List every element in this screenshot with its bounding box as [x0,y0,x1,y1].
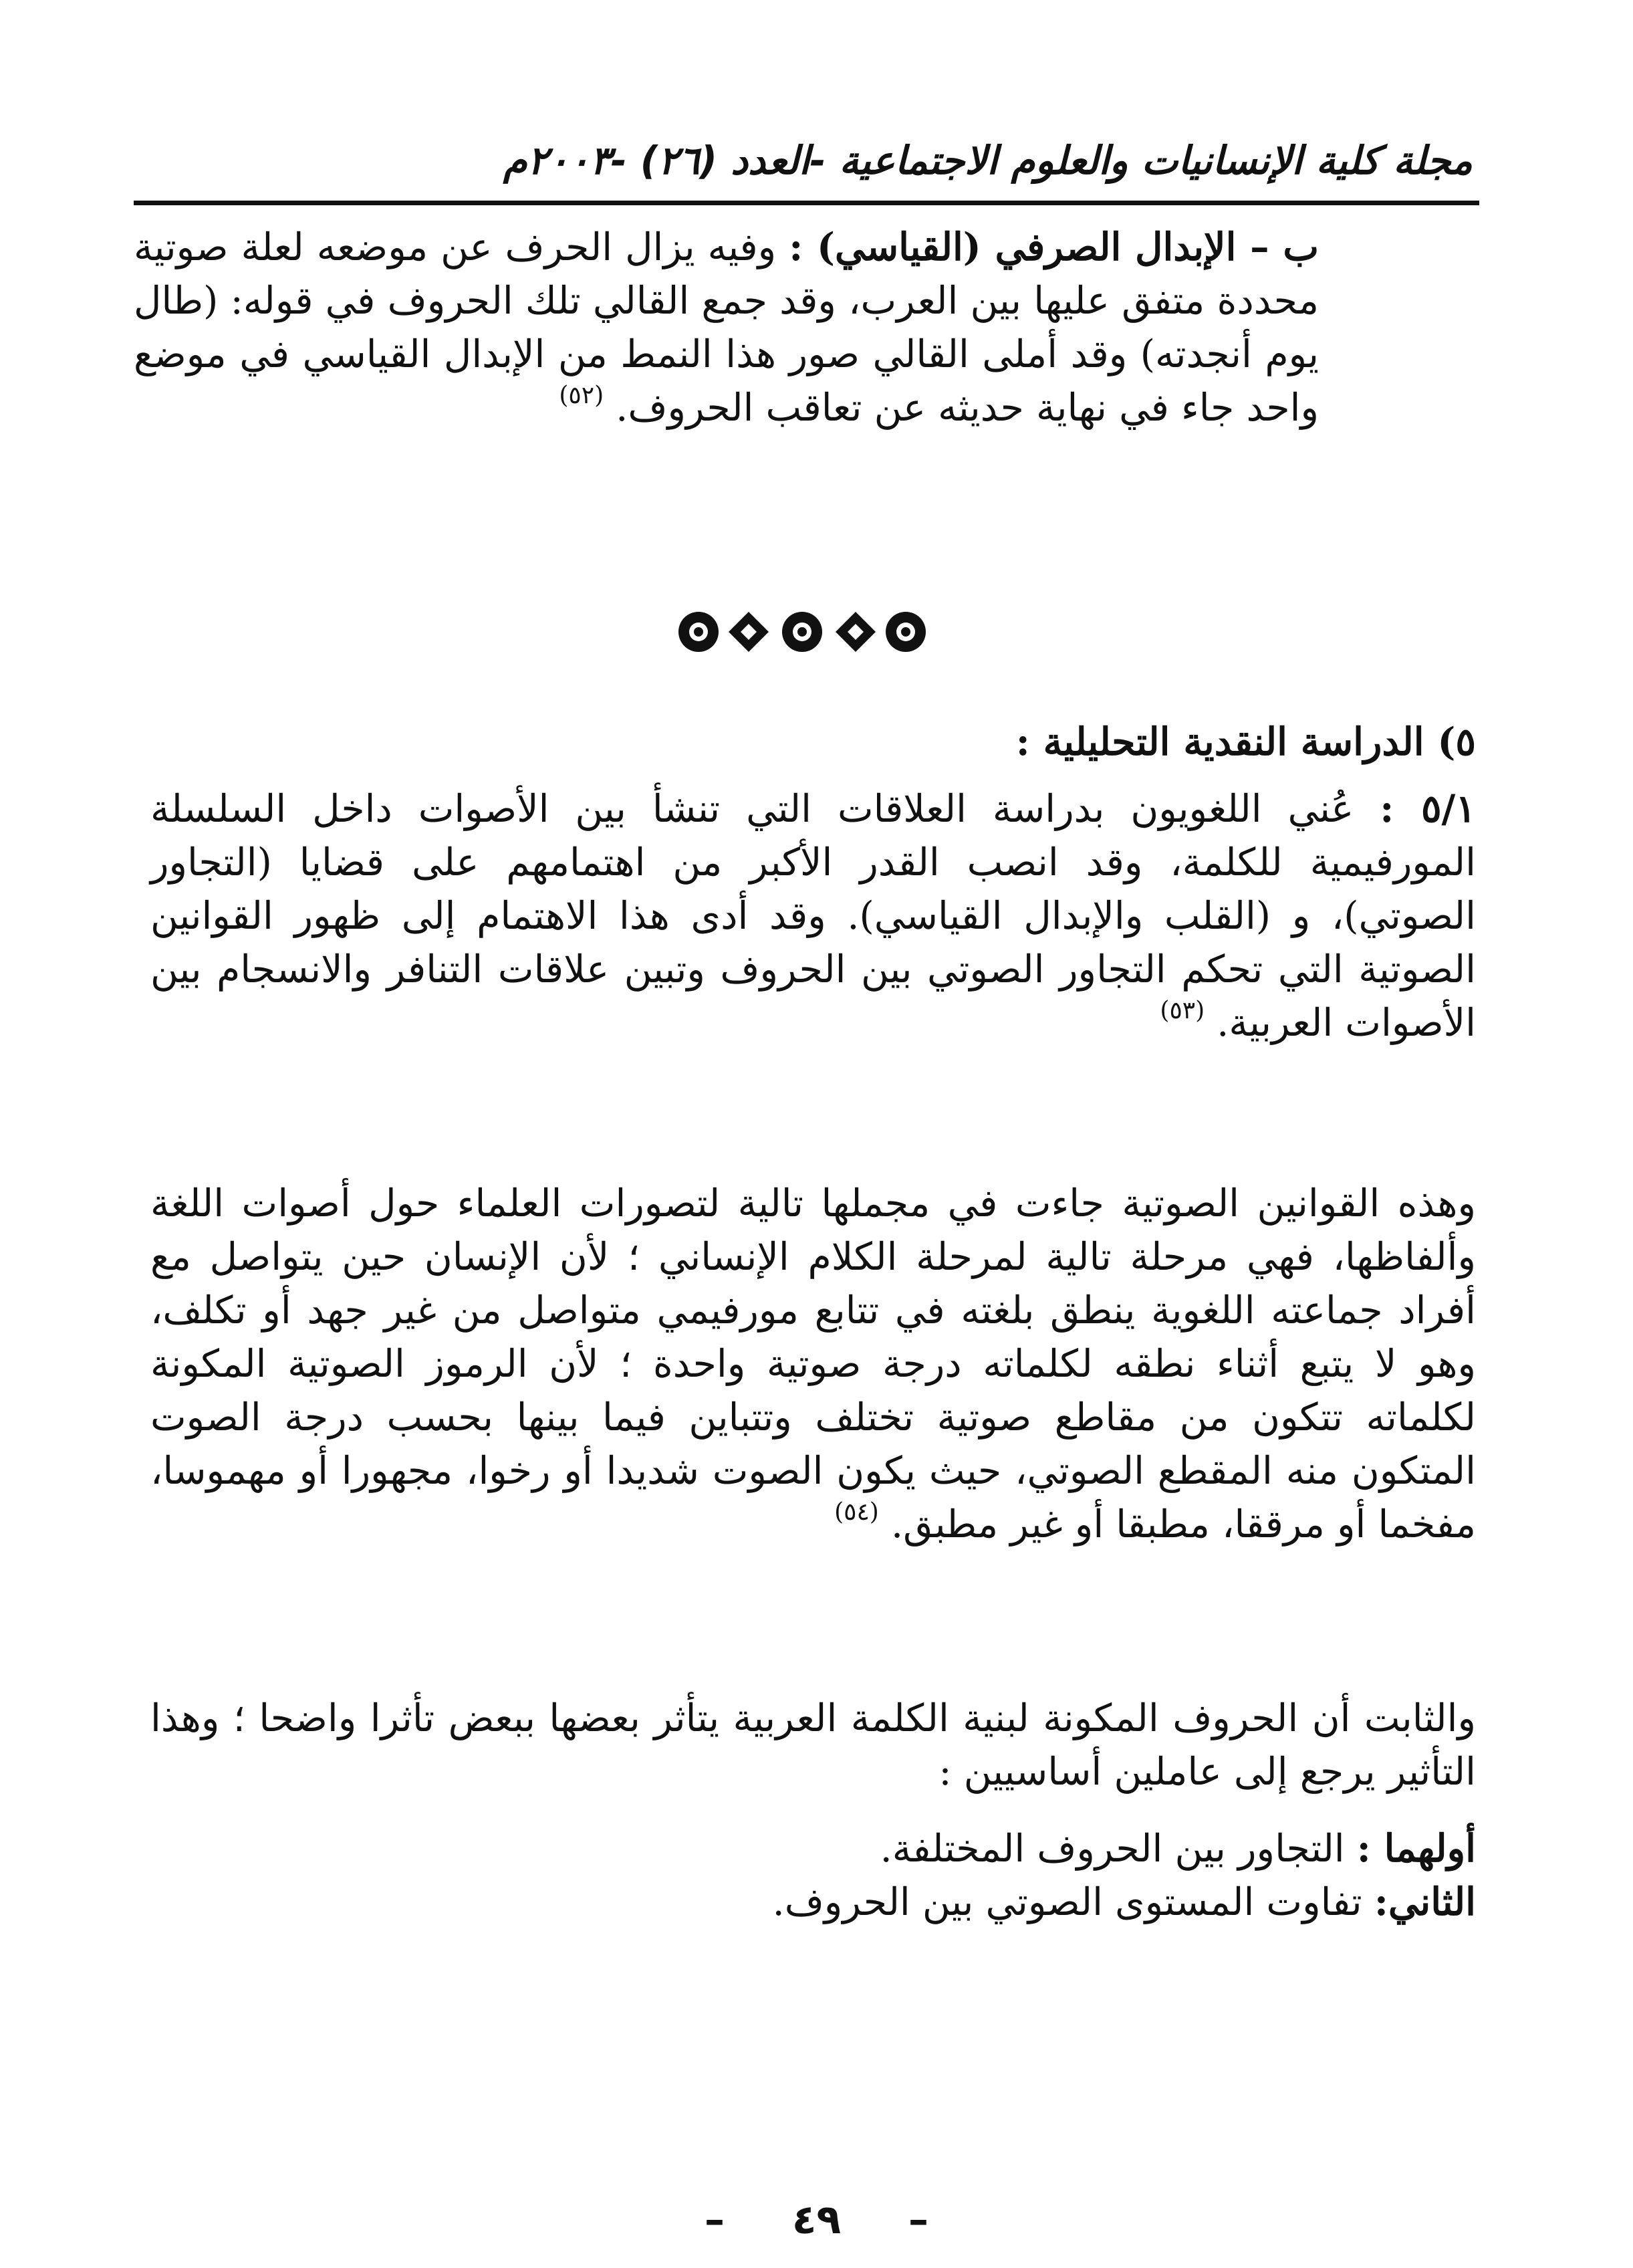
paragraph-5-1-label: ٥/١ : [1380,786,1476,831]
section-b-paragraph [134,221,1319,435]
section-b-text: وفيه يزال الحرف عن موضعه لعلة صوتية محددة متفق عليها بين العرب، وقد جمع القالي تلك الحروف في قوله: (طال يوم أنجدته) وقد أملى القالي صور هذا النمط من الإبدال القياسي في موضع واحد جاء في نهاية حديثه عن تعاقب الحروف. [134,225,1319,430]
flower-ornament-1 [678,612,719,652]
paragraph-two-factors-text: والثابت أن الحروف المكونة لبنية الكلمة العربية يتأثر بعضها ببعض تأثرا واضحا ؛ وهذا التأثير يرجع إلى عاملين أساسيين : [150,1696,1476,1794]
section-b-label: ب – الإبدال الصرفي (القياسي) : [789,225,1319,269]
header-rule [134,201,1479,205]
diamond-ornament-2 [836,612,876,652]
factor-item-2-label: الثاني: [1374,1880,1476,1924]
section-5-heading: ٥) الدراسة النقدية التحليلية : [1015,719,1476,764]
paragraph-5-1-text: عُني اللغويون بدراسة العلاقات التي تنشأ بين الأصوات داخل السلسلة المورفيمية للكلمة، وقد انصب القدر الأكبر من اهتمامهم على قضايا (التجاور الصوتي)، و (القلب والإبدال القياسي). وقد أدى هذا الاهتمام إلى ظهور القوانين الصوتية التي تحكم التجاور الصوتي بين الحروف وتبين علاقات التنافر والانسجام بين الأصوات العربية. [150,787,1476,1045]
diamond-ornament-1 [729,612,769,652]
factor-item-1-label: أولهما : [1356,1826,1476,1871]
flower-ornament-2 [782,612,822,652]
factor-item-2 [150,1876,1476,1929]
page-number-dash-left: – [704,2196,725,2243]
factor-item-1 [150,1822,1476,1876]
page-number-dash-right: – [908,2196,929,2243]
factor-list [150,1822,1476,1929]
paragraph-5-1 [150,782,1476,1050]
flower-ornament-3 [886,612,926,652]
journal-header: مجلة كلية الإنسانيات والعلوم الاجتماعية -العدد (٢٦) -٢٠٠٣م [503,138,1473,183]
factor-item-1-text: التجاور بين الحروف المختلفة. [880,1827,1345,1871]
page-number [0,2193,1633,2247]
paragraph-two-factors [150,1692,1476,1799]
footnote-ref-54: (٥٤) [834,1498,879,1526]
page-number-value: ٤٩ [791,2196,842,2243]
decorative-ornament [668,602,936,662]
footnote-ref-52: (٥٢) [559,382,604,409]
paragraph-phonetic-laws [150,1177,1476,1551]
paragraph-phonetic-laws-text: وهذه القوانين الصوتية جاءت في مجملها تالية لتصورات العلماء حول أصوات اللغة وألفاظها، فهي مرحلة تالية لمرحلة الكلام الإنساني ؛ لأن الإنسان حين يتواصل مع أفراد جماعته اللغوية ينطق بلغته في تتابع مورفيمي متواصل من غير جهد أو تكلف، وهو لا يتبع أثناء نطقه لكلماته درجة صوتية واحدة ؛ لأن الرموز الصوتية المكونة لكلماته تتكون من مقاطع صوتية تختلف وتتباين فيما بينها بحسب درجة الصوت المتكون منه المقطع الصوتي، حيث يكون الصوت شديدا أو رخوا، مجهورا أو مهموسا، مفخما أو مرققا، مطبقا أو غير مطبق. [150,1181,1477,1547]
footnote-ref-53: (٥٣) [1160,997,1205,1024]
factor-item-2-text: تفاوت المستوى الصوتي بين الحروف. [772,1880,1362,1924]
